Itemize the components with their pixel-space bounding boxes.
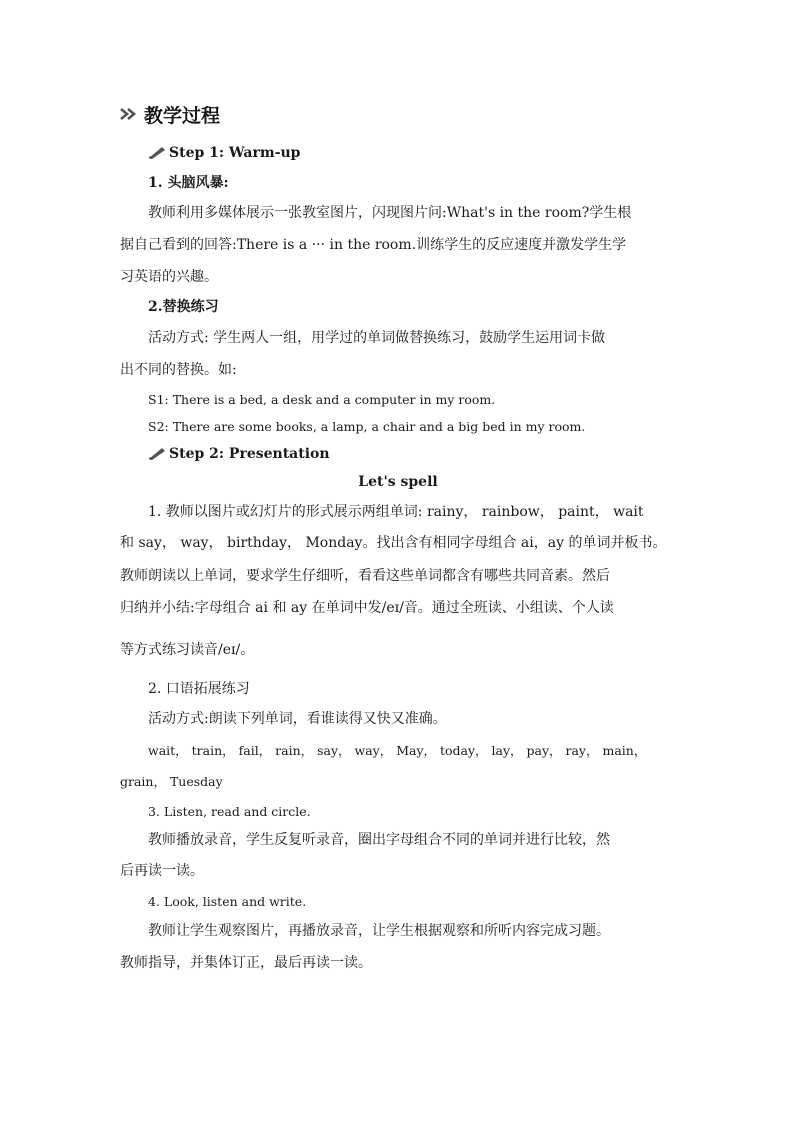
paragraph-line: 教师让学生观察图片，再播放录音，让学生根据观察和所听内容完成习题。 [148,923,610,939]
pen-icon [148,447,166,461]
paragraph-line: 教师指导，并集体订正，最后再读一读。 [120,955,372,971]
step1-item2-title: 2.替换练习 [148,299,219,315]
word-list-line: wait， train， fail， rain， say， way， May， today， lay， pay， ray， main， [148,743,647,758]
paragraph-line: 活动方式:朗读下列单词，看谁读得又快又准确。 [148,711,447,727]
paragraph-line: 习英语的兴趣。 [120,269,218,285]
word-list-line: grain， Tuesday [120,774,223,789]
paragraph-line: 据自己看到的回答:There is a ··· in the room.训练学生的反应速度并激发学生学 [120,237,627,253]
pen-icon [148,146,166,160]
step1-item1-title: 1. 头脑风暴: [148,175,229,191]
step2-subtitle: Let's spell [358,474,438,490]
double-chevron-icon [120,107,142,121]
example-sentence: S2: There are some books, a lamp, a chair and a big bed in my room. [148,419,586,434]
paragraph-line: 教师播放录音，学生反复听录音，圈出字母组合不同的单词并进行比较，然 [148,832,610,848]
example-sentence: S1: There is a bed, a desk and a computer in my room. [148,392,496,407]
paragraph-line: 出不同的替换。如: [120,362,237,378]
section-heading [120,100,220,128]
step1-heading [148,143,676,163]
step2-item4-title: 4. Look, listen and write. [148,894,307,909]
paragraph-line: 活动方式: 学生两人一组，用学过的单词做替换练习，鼓励学生运用词卡做 [148,330,606,346]
paragraph-line: 和 say， way， birthday， Monday。找出含有相同字母组合 ai，ay 的单词并板书。 [120,535,667,551]
paragraph-line: 教师利用多媒体展示一张教室图片，闪现图片问:What's in the room?学生根 [148,205,632,221]
step2-heading-text: Step 2: Presentation [169,446,330,462]
paragraph-line: 等方式练习读音/eɪ/。 [120,642,255,658]
paragraph-line: 1. 教师以图片或幻灯片的形式展示两组单词: rainy， rainbow， paint， wait [148,504,644,520]
step2-heading [148,444,676,464]
paragraph-line: 教师朗读以上单词，要求学生仔细听，看看这些单词都含有哪些共同音素。然后 [120,568,610,584]
paragraph-line: 归纳并小结:字母组合 ai 和 ay 在单词中发/eɪ/音。通过全班读、小组读、个人读 [120,600,614,616]
step1-heading-text: Step 1: Warm-up [169,145,301,161]
section-title-text: 教学过程 [144,104,221,127]
paragraph-line: 后再读一读。 [120,863,204,879]
step2-item2-title: 2. 口语拓展练习 [148,681,250,697]
step2-item3-title: 3. Listen, read and circle. [148,804,311,819]
